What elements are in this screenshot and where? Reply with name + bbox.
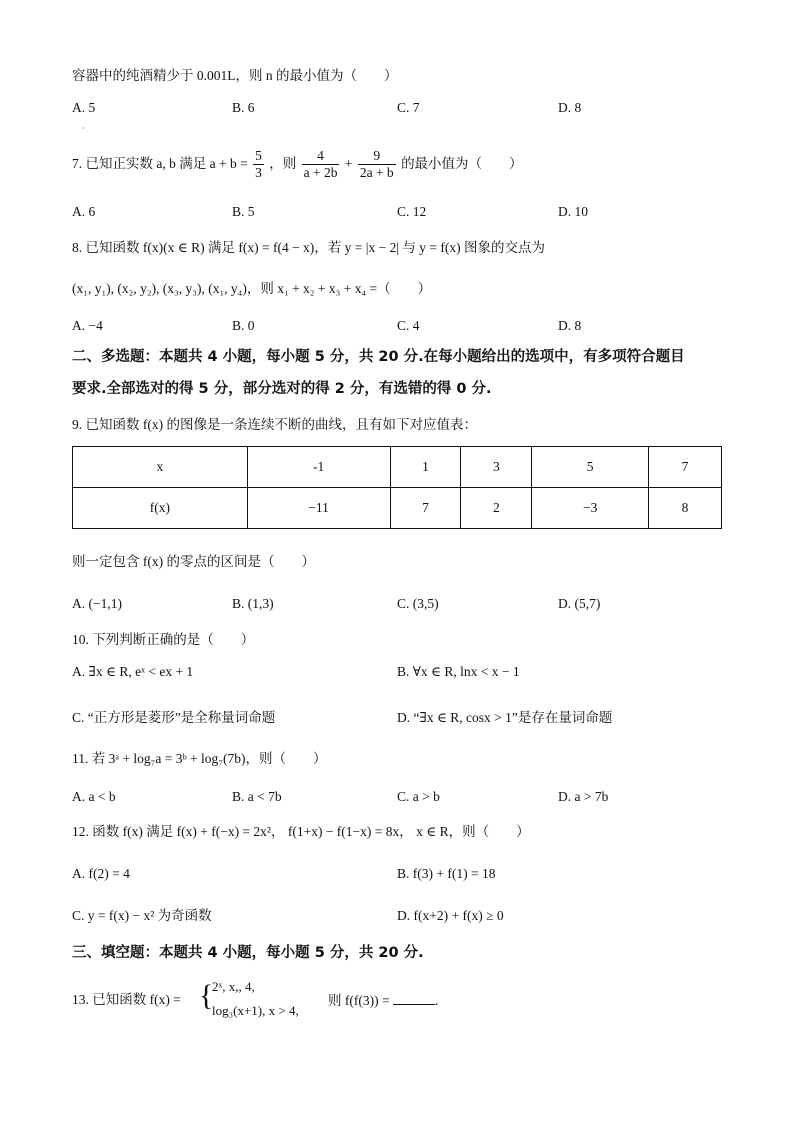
q6-option-b: B. 6 bbox=[232, 100, 255, 115]
q12-option-a: A. f(2) = 4 bbox=[72, 866, 130, 881]
piecewise-brace: { bbox=[199, 979, 214, 1012]
q10-text: 10. 下列判断正确的是（ ） bbox=[72, 632, 255, 647]
q13-case-1: 2ˣ, x,, 4, bbox=[212, 979, 255, 994]
table-cell: −3 bbox=[532, 488, 649, 529]
q7-prefix: 7. 已知正实数 a, b 满足 a + b = bbox=[72, 156, 248, 171]
q12-option-b: B. f(3) + f(1) = 18 bbox=[397, 866, 496, 881]
q7-text bbox=[72, 146, 523, 182]
q13-suffix-group bbox=[328, 990, 438, 1011]
q10-option-a: A. ∃x ∈ R, eˣ < ex + 1 bbox=[72, 664, 194, 679]
table-cell: 2 bbox=[461, 488, 532, 529]
q7-mid: ，则 bbox=[269, 156, 297, 171]
table-cell: 5 bbox=[532, 447, 649, 488]
q12-text: 12. 函数 f(x) 满足 f(x) + f(−x) = 2x²， f(1+x) − f(1−x) = 8x， x ∈ R，则（ ） bbox=[72, 824, 530, 839]
q6-option-a: A. 5 bbox=[72, 100, 96, 115]
q8-line-1: 8. 已知函数 f(x)(x ∈ R) 满足 f(x) = f(4 − x)，若 y = |x − 2| 与 y = f(x) 图象的交点为 bbox=[72, 240, 546, 255]
q8-option-d: D. 8 bbox=[558, 318, 582, 333]
q9-option-c: C. (3,5) bbox=[397, 596, 439, 611]
q9-text: 9. 已知函数 f(x) 的图像是一条连续不断的曲线，且有如下对应值表： bbox=[72, 417, 477, 432]
q12-option-c: C. y = f(x) − x² 为奇函数 bbox=[72, 908, 212, 923]
table-cell: 3 bbox=[461, 447, 532, 488]
q7-plus: + bbox=[344, 156, 353, 171]
q9-value-table bbox=[72, 446, 722, 529]
section3-header: 三、填空题：本题共 4 小题，每小题 5 分，共 20 分. bbox=[72, 945, 424, 961]
q7-frac1-num: 5 bbox=[255, 148, 262, 164]
q13-end: . bbox=[434, 993, 439, 1008]
section2-header-line1: 二、多选题：本题共 4 小题，每小题 5 分，共 20 分.在每小题给出的选项中，有多项符合题目 bbox=[72, 349, 685, 365]
q7-option-c: C. 12 bbox=[397, 204, 427, 219]
q10-option-d: D. “∃x ∈ R, cosx > 1”是存在量词命题 bbox=[397, 710, 613, 725]
table-cell: −11 bbox=[247, 488, 390, 529]
section2-header-line2: 要求.全部选对的得 5 分，部分选对的得 2 分，有选错的得 0 分. bbox=[72, 381, 492, 397]
q9-option-d: D. (5,7) bbox=[558, 596, 601, 611]
q9-after-text: 则一定包含 f(x) 的零点的区间是（ ） bbox=[72, 554, 315, 569]
q13-case-2: log₃(x+1), x > 4, bbox=[212, 1003, 299, 1018]
q7-fraction-2 bbox=[302, 148, 340, 181]
table-cell: x bbox=[73, 447, 248, 488]
table-cell: 1 bbox=[390, 447, 461, 488]
table-cell: 7 bbox=[649, 447, 722, 488]
q7-option-a: A. 6 bbox=[72, 204, 96, 219]
q10-option-c: C. “正方形是菱形”是全称量词命题 bbox=[72, 710, 276, 725]
q7-fraction-3 bbox=[358, 148, 396, 181]
q6-option-d: D. 8 bbox=[558, 100, 582, 115]
q11-option-a: A. a < b bbox=[72, 789, 116, 804]
q7-frac3-num: 9 bbox=[358, 148, 396, 165]
q7-option-b: B. 5 bbox=[232, 204, 255, 219]
q10-option-b: B. ∀x ∈ R, lnx < x − 1 bbox=[397, 664, 520, 679]
q8-option-a: A. −4 bbox=[72, 318, 103, 333]
q13-suffix: 则 f(f(3)) = bbox=[328, 993, 390, 1008]
table-cell: -1 bbox=[247, 447, 390, 488]
q7-option-d: D. 10 bbox=[558, 204, 588, 219]
q8-option-b: B. 0 bbox=[232, 318, 255, 333]
q7-fraction-1 bbox=[253, 148, 264, 181]
q9-option-b: B. (1,3) bbox=[232, 596, 274, 611]
q8-option-c: C. 4 bbox=[397, 318, 420, 333]
stray-dot: · bbox=[82, 124, 85, 133]
q6-text: 容器中的纯酒精少于 0.001L，则 n 的最小值为（ ） bbox=[72, 68, 398, 83]
q8-line-2: (x₁, y₁), (x₂, y₂), (x₃, y₃), (x₁, y₄)，则 x₁ + x₂ + x₃ + x₄ =（ ） bbox=[72, 281, 432, 296]
q6-option-c: C. 7 bbox=[397, 100, 420, 115]
table-cell: 8 bbox=[649, 488, 722, 529]
q11-text: 11. 若 3ᵃ + log₇a = 3ᵇ + log₇(7b)，则（ ） bbox=[72, 751, 327, 766]
answer-blank bbox=[393, 990, 435, 1005]
q7-frac3-den: 2a + b bbox=[359, 165, 394, 181]
table-cell: f(x) bbox=[73, 488, 248, 529]
q7-suffix: 的最小值为（ ） bbox=[401, 156, 523, 171]
q11-option-d: D. a > 7b bbox=[558, 789, 609, 804]
q12-option-d: D. f(x+2) + f(x) ≥ 0 bbox=[397, 908, 504, 923]
q7-frac2-den: a + 2b bbox=[303, 165, 338, 181]
q13-prefix: 13. 已知函数 f(x) = bbox=[72, 992, 181, 1007]
q9-option-a: A. (−1,1) bbox=[72, 596, 122, 611]
table-row-fx bbox=[73, 488, 722, 529]
q11-option-b: B. a < 7b bbox=[232, 789, 282, 804]
q7-frac1-den: 3 bbox=[255, 165, 262, 181]
table-cell: 7 bbox=[390, 488, 461, 529]
q7-frac2-num: 4 bbox=[302, 148, 340, 165]
table-row-x bbox=[73, 447, 722, 488]
q11-option-c: C. a > b bbox=[397, 789, 440, 804]
